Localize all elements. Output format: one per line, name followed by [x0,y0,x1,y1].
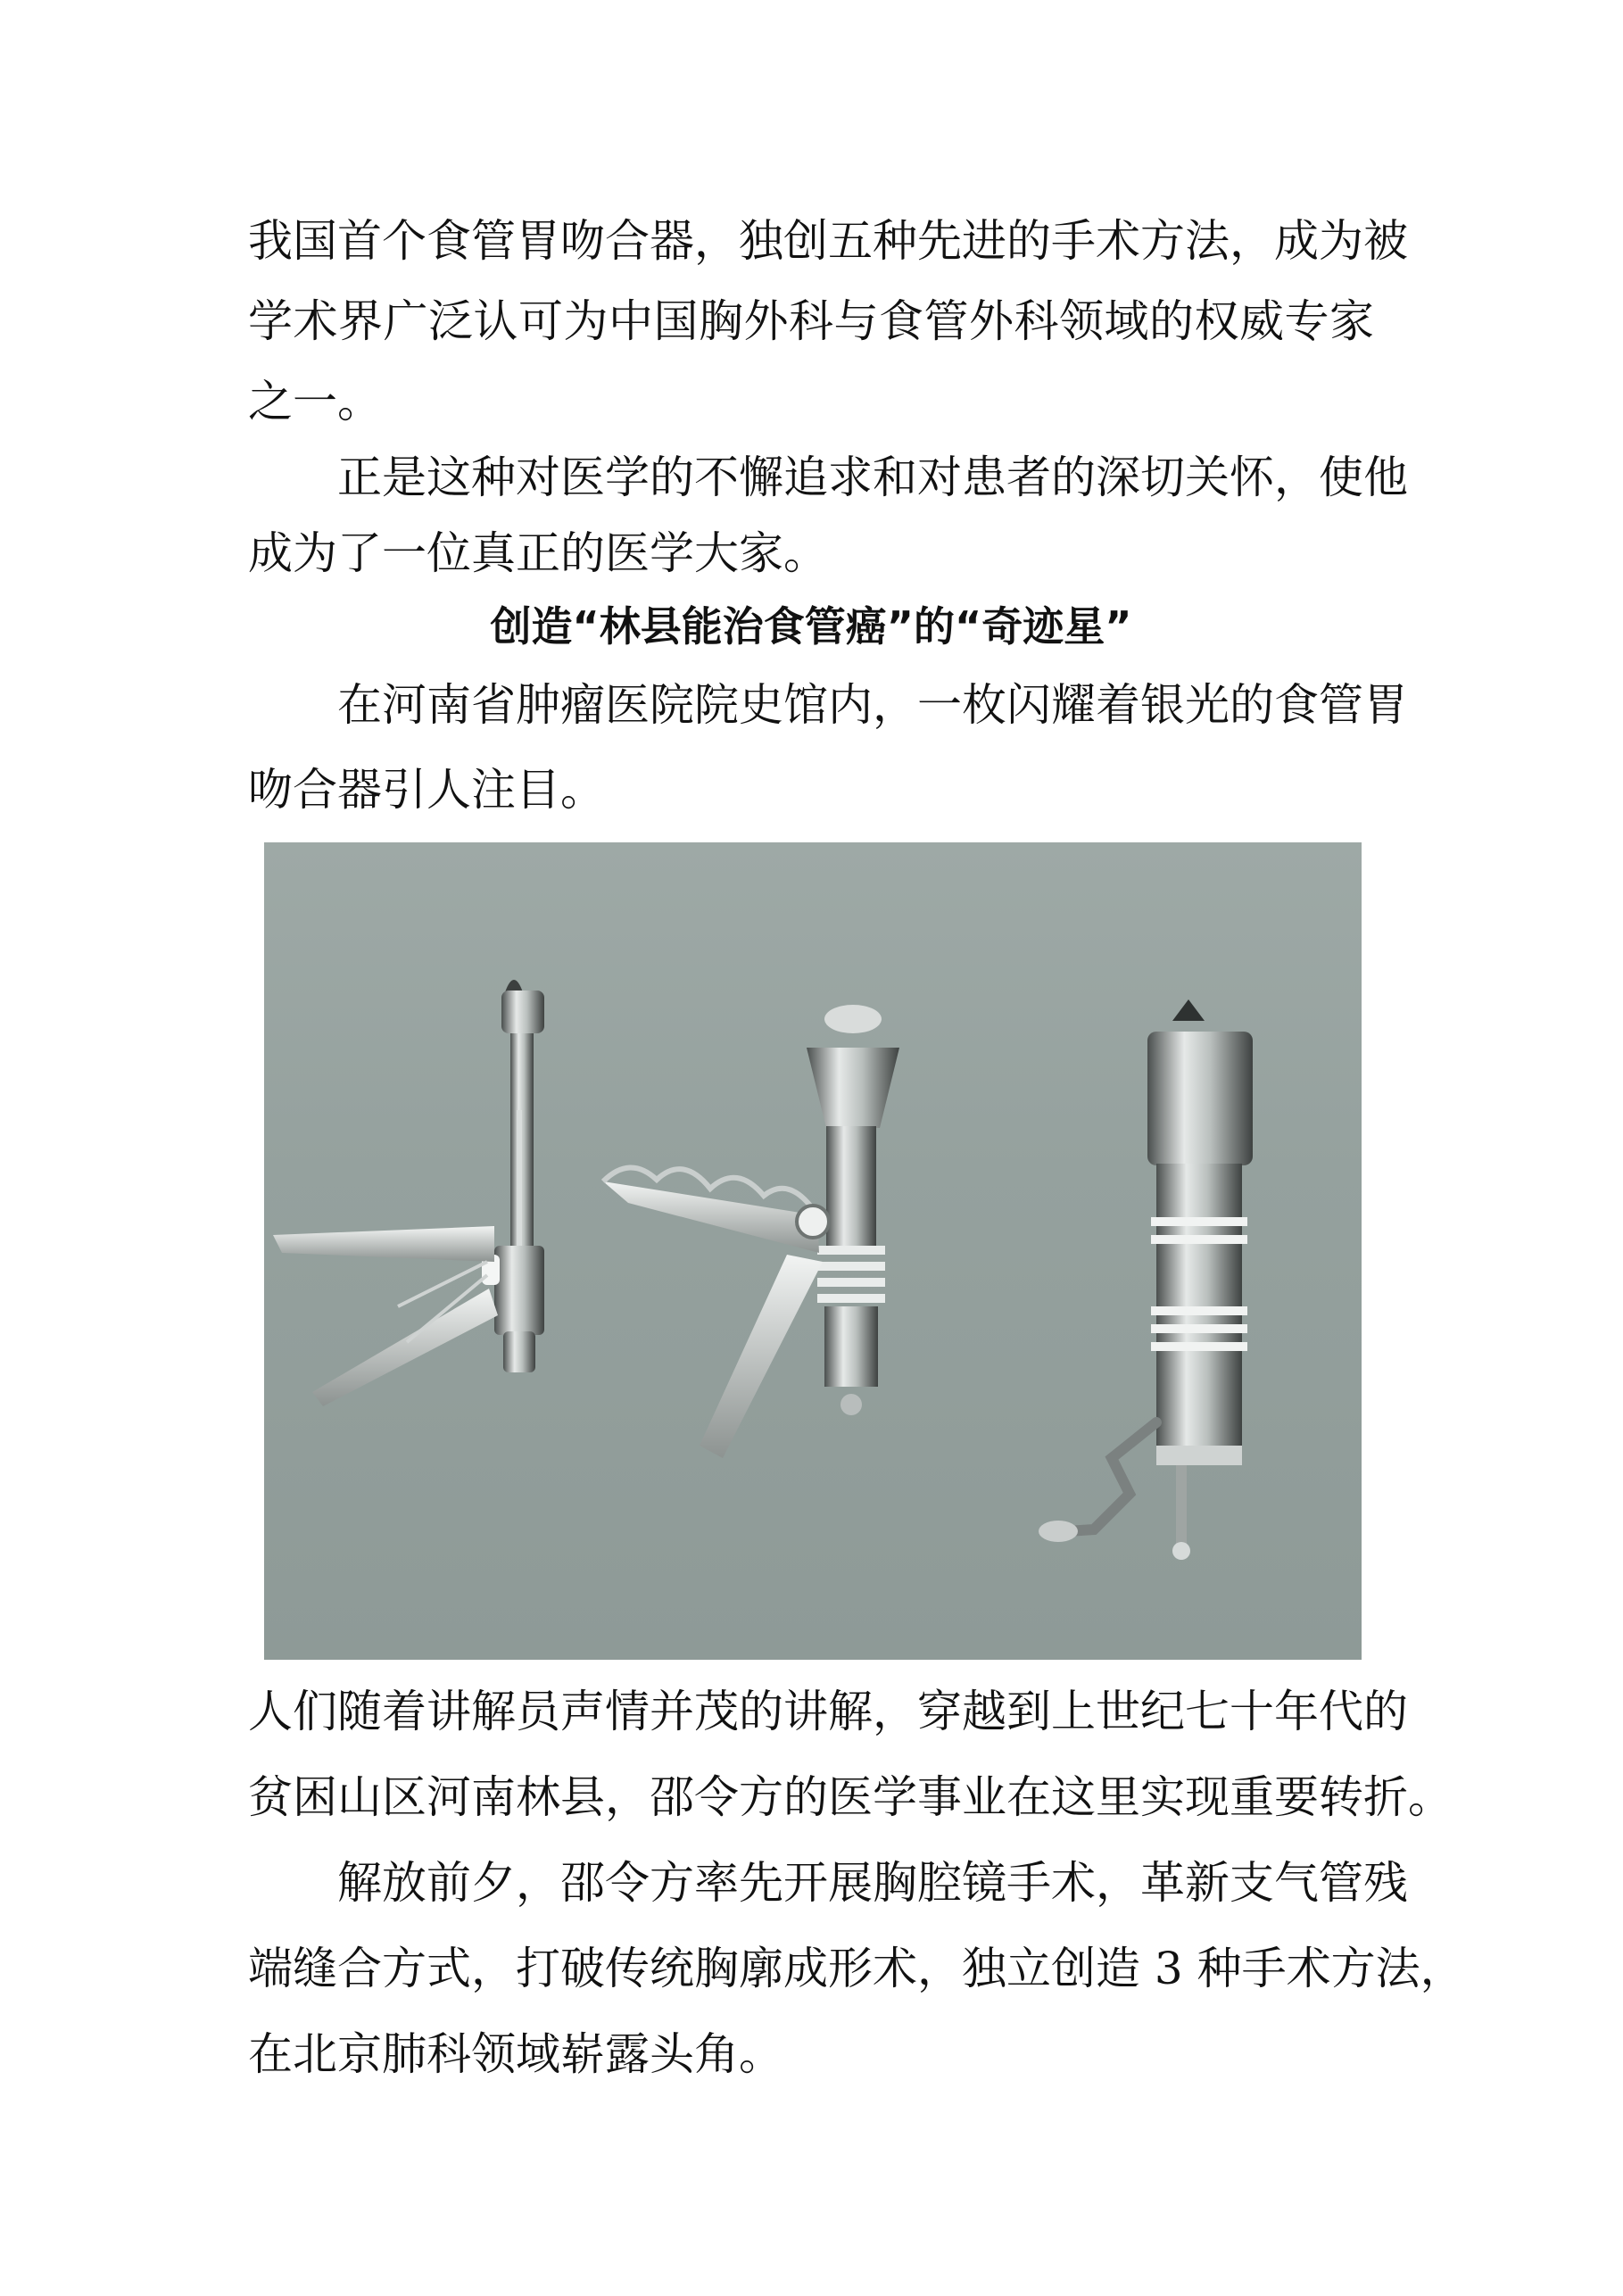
paragraph-line: 正是这种对医学的不懈追求和对患者的深切关怀，使他 [337,452,1408,503]
paragraph-line: 贫困山区河南林县，邵令方的医学事业在这里实现重要转折。 [248,1771,1453,1823]
paragraph-line: 在河南省肿瘤医院院史馆内，一枚闪耀着银光的食管胃 [337,679,1408,731]
paragraph-line: 成为了一位真正的医学大家。 [248,527,828,579]
paragraph-line: 吻合器引人注目。 [248,764,605,816]
paragraph-line: 在北京肺科领域崭露头角。 [248,2028,783,2080]
instrument-right [1039,999,1253,1560]
section-heading: 创造“林县能治食管癌”的“奇迹星” [490,602,1132,651]
paragraph-line: 人们随着讲解员声情并茂的讲解，穿越到上世纪七十年代的 [248,1686,1408,1737]
instruments-photo [264,842,1362,1660]
instrument-left [273,980,544,1406]
paragraph-line: 学术界广泛认可为中国胸外科与食管外科领域的权威专家 [248,295,1374,347]
paragraph-line: 端缝合方式，打破传统胸廓成形术，独立创造 3 种手术方法， [248,1943,1465,1994]
instrument-middle [603,1005,899,1458]
paragraph-line: 解放前夕，邵令方率先开展胸腔镜手术，革新支气管残 [337,1857,1408,1909]
paragraph-line: 之一。 [248,376,382,427]
paragraph-line: 我国首个食管胃吻合器，独创五种先进的手术方法，成为被 [248,215,1408,267]
